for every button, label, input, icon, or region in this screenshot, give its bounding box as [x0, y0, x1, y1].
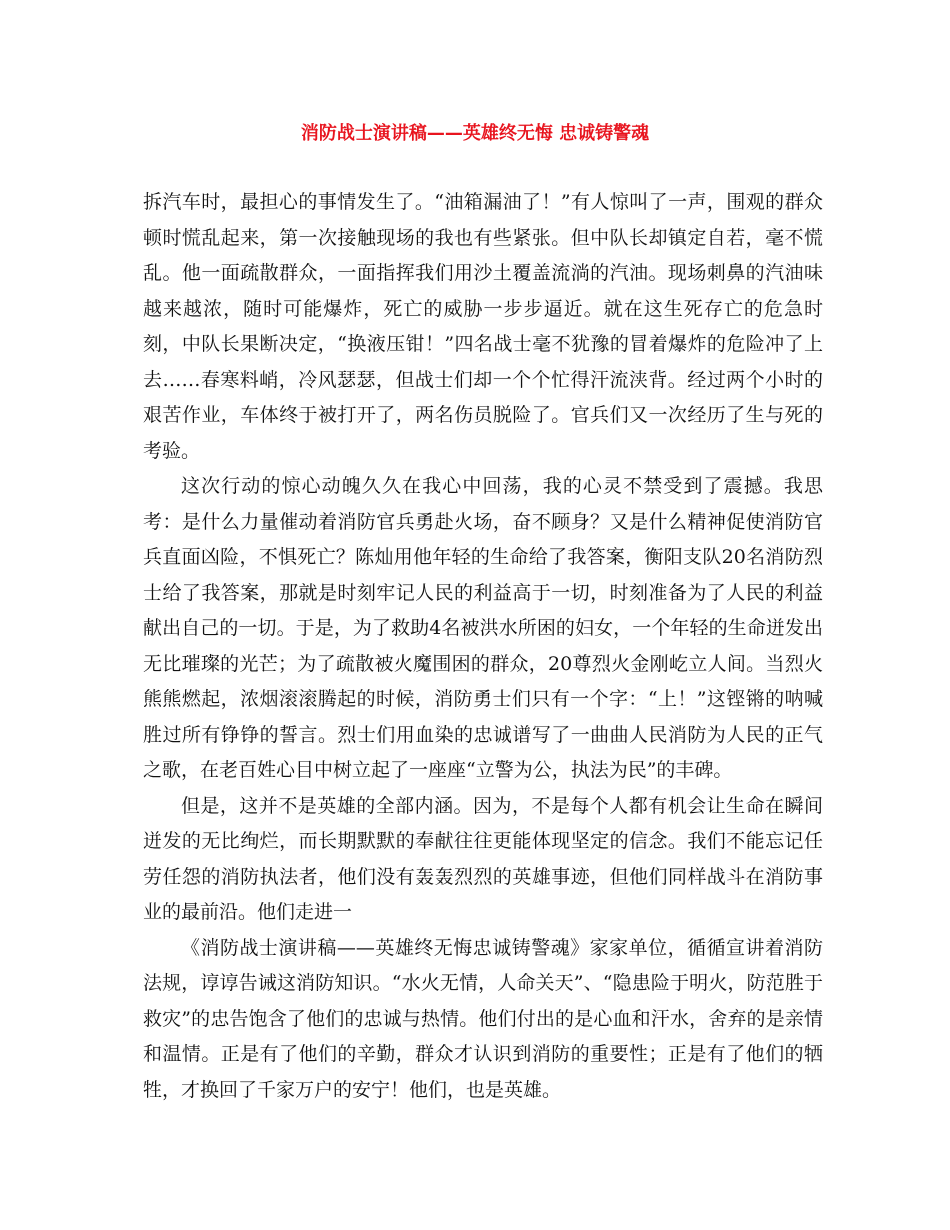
body-paragraph-3: 但是，这并不是英雄的全部内涵。因为，不是每个人都有机会让生命在瞬间迸发的无比绚烂，而长期默默的奉献往往更能体现坚定的信念。我们不能忘记任劳任怨的消防执法者，他们没有轰轰烈烈的英雄事迹，但他们同样战斗在消防事业的最前沿。他们走进一: [143, 794, 823, 923]
document-body: [143, 185, 823, 1108]
body-paragraph-2: 这次行动的惊心动魄久久在我心中回荡，我的心灵不禁受到了震撼。我思考：是什么力量催动着消防官兵勇赴火场，奋不顾身？又是什么精神促使消防官兵直面凶险，不惧死亡？陈灿用他年轻的生命给了我答案，衡阳支队20名消防烈士给了我答案，那就是时刻牢记人民的利益高于一切，时刻准备为了人民的利益献出自己的一切。于是，为了救助4名被洪水所困的妇女，一个年轻的生命迸发出无比璀璨的光芒；为了疏散被火魔围困的群众，20尊烈火金刚屹立人间。当烈火熊熊燃起，浓烟滚滚腾起的时候，消防勇士们只有一个字：“上！”这铿锵的呐喊胜过所有铮铮的誓言。烈士们用血染的忠诚谱写了一曲曲人民消防为人民的正气之歌，在老百姓心目中树立起了一座座“立警为公，执法为民”的丰碑。: [143, 475, 823, 781]
body-paragraph-4: 《消防战士演讲稿——英雄终无悔忠诚铸警魂》家家单位，循循宣讲着消防法规，谆谆告诫这消防知识。“水火无情，人命关天”、“隐患险于明火，防范胜于救灾”的忠告饱含了他们的忠诚与热情。他们付出的是心血和汗水，舍弃的是亲情和温情。正是有了他们的辛勤，群众才认识到消防的重要性；正是有了他们的牺牲，才换回了千家万户的安宁！他们，也是英雄。: [143, 936, 823, 1101]
body-paragraph-1: 拆汽车时，最担心的事情发生了。“油箱漏油了！”有人惊叫了一声，围观的群众顿时慌乱起来，第一次接触现场的我也有些紧张。但中队长却镇定自若，毫不慌乱。他一面疏散群众，一面指挥我们用沙土覆盖流淌的汽油。现场刺鼻的汽油味越来越浓，随时可能爆炸，死亡的威胁一步步逼近。就在这生死存亡的危急时刻，中队长果断决定，“换液压钳！”四名战士毫不犹豫的冒着爆炸的危险冲了上去……春寒料峭，冷风瑟瑟，但战士们却一个个忙得汗流浃背。经过两个小时的艰苦作业，车体终于被打开了，两名伤员脱险了。官兵们又一次经历了生与死的考验。: [143, 191, 823, 462]
document-title: 消防战士演讲稿——英雄终无悔 忠诚铸警魂: [300, 123, 650, 144]
